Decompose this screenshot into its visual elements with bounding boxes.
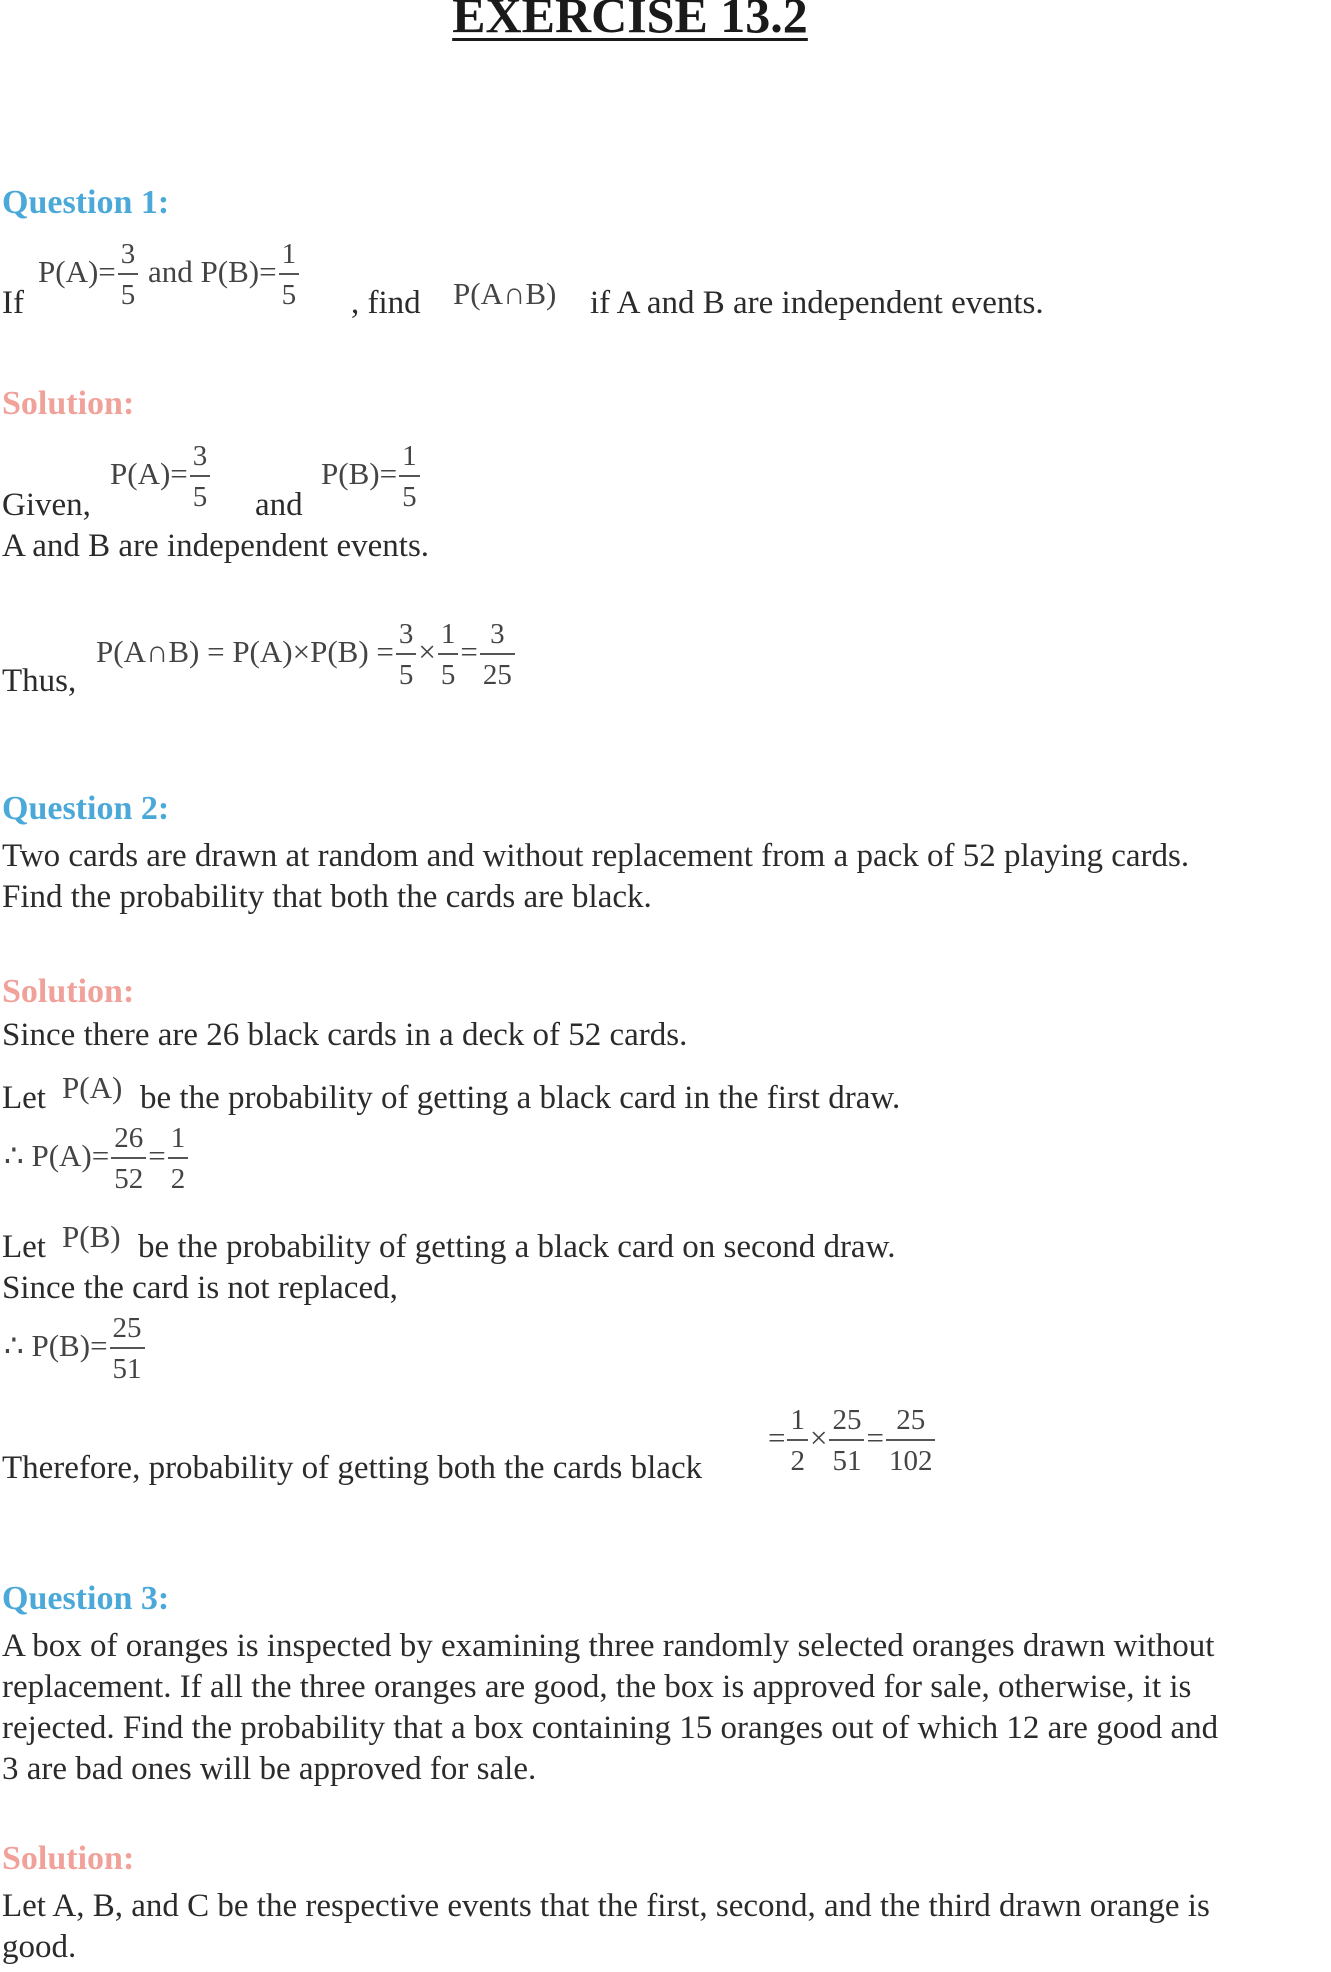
q3-line3: rejected. Find the probability that a box containing 15 oranges out of which 12 are good and [2,1710,1219,1746]
s1-pa-num: 3 [190,442,211,477]
s1-pb-num: 1 [399,442,420,477]
q1-and: and [148,254,193,290]
s1-times: × [418,634,436,670]
s2-let-b: Let [2,1229,46,1265]
q1-eq: = [98,254,116,290]
q1-pb-fraction [279,240,300,310]
s2-pa-den1: 52 [114,1163,144,1195]
s1-eq-b: = [379,456,398,492]
s2-ff2 [829,1406,864,1476]
question-1-heading: Question 1: [2,184,170,221]
s2-line4: Since the card is not replaced, [2,1270,398,1306]
s1-given: Given, [2,487,91,523]
s2-line3-tail: be the probability of getting a black card on second draw. [138,1229,896,1265]
s1-pb-fraction [399,442,420,512]
s2-pa-frac1 [111,1124,146,1194]
s1-f2-den: 5 [440,659,456,691]
s3-line2: good. [2,1929,77,1965]
s2-ff-num1: 1 [787,1406,808,1441]
question-2-heading: Question 2: [2,790,170,827]
s1-pb-den: 5 [402,481,417,513]
s2-line1: Since there are 26 black cards in a deck of 52 cards. [2,1017,688,1053]
q2-line2: Find the probability that both the cards are black. [2,879,652,915]
s1-f1-den: 5 [398,659,414,691]
s1-f3-den: 25 [482,659,512,691]
q1-expression [38,240,301,310]
s1-result-expression [96,620,517,690]
s2-final-times: × [809,1420,828,1456]
s1-f1 [396,620,417,690]
s2-final-eq1: = [768,1420,786,1456]
solution-2-heading: Solution: [2,973,135,1010]
solution-1-heading: Solution: [2,385,135,422]
q1-pa-den: 5 [120,279,136,311]
q1-pa: P(A) [38,254,99,290]
s2-pb-den: 51 [112,1353,142,1385]
s2-ff-den1: 2 [790,1445,805,1477]
q3-line1: A box of oranges is inspected by examining three randomly selected oranges drawn without [2,1628,1215,1664]
s2-eq-a: = [91,1138,110,1174]
s2-ff1 [787,1406,808,1476]
q1-pb-den: 5 [281,279,297,311]
s1-expr: P(A∩B) = P(A)×P(B) = [96,634,394,670]
s1-f2 [438,620,459,690]
s2-pa-den2: 2 [170,1163,186,1195]
q1-pb-num: 1 [279,240,300,275]
s3-line1: Let A, B, and C be the respective events that the first, second, and the third drawn orange is [2,1888,1210,1924]
s2-line2-tail: be the probability of getting a black card in the first draw. [140,1080,901,1116]
s1-pa: P(A) [110,456,171,492]
s2-final-eq2: = [866,1420,884,1456]
s1-eq-final: = [460,634,478,670]
s1-pb-expression [321,442,422,512]
solution-3-heading: Solution: [2,1840,135,1877]
s1-line2: A and B are independent events. [2,528,430,564]
s2-pa: P(A) [62,1070,123,1105]
s2-ff-den2: 51 [832,1445,862,1477]
s2-eq-a2: = [148,1138,166,1174]
s2-pb-2: P(B) [31,1328,91,1364]
q2-line1: Two cards are drawn at random and without replacement from a pack of 52 playing cards. [2,838,1190,874]
s1-pa-den: 5 [192,481,208,513]
s1-pa-fraction [190,442,211,512]
s1-given-expression [110,442,212,512]
s2-final-expression [768,1406,937,1476]
s1-thus: Thus, [2,663,77,699]
q3-line2: replacement. If all the three oranges are good, the box is approved for sale, otherwise, it is [2,1669,1192,1705]
question-3-heading: Question 3: [2,1580,170,1617]
s1-and: and [255,487,303,523]
s2-let-a: Let [2,1080,46,1116]
s2-final-text: Therefore, probability of getting both the cards black [2,1450,703,1486]
s1-f3-num: 3 [480,620,515,655]
q1-pa-num: 3 [118,240,139,275]
q1-pb: P(B) [200,254,260,290]
s2-pa-expression [4,1124,190,1194]
s1-f3 [480,620,515,690]
s2-pa-frac2 [168,1124,189,1194]
s2-ff3 [886,1406,936,1476]
q1-find: , find [351,285,421,321]
q1-if: If [2,285,24,321]
s2-ff-num2: 25 [829,1406,864,1441]
s2-pb-frac [110,1314,145,1384]
s2-pa-2: P(A) [31,1138,92,1174]
q1-tail: if A and B are independent events. [590,285,1044,321]
s2-pb: P(B) [62,1219,121,1254]
s1-f1-num: 3 [396,620,417,655]
q3-line4: 3 are bad ones will be approved for sale. [2,1751,537,1787]
s2-pa-num2: 1 [168,1124,189,1159]
page-title: EXERCISE 13.2 [452,0,808,43]
s2-ff-den3: 102 [888,1445,933,1477]
s1-f2-num: 1 [438,620,459,655]
s2-pb-num: 25 [110,1314,145,1349]
s2-therefore-b: ∴ [4,1328,24,1364]
s1-pb: P(B) [321,456,380,492]
s2-pa-num1: 26 [111,1124,146,1159]
q1-pa-fraction [118,240,139,310]
q1-eq2: = [259,254,277,290]
s2-pb-expression [4,1314,147,1384]
s1-eq: = [170,456,188,492]
q1-pab: P(A∩B) [453,276,557,311]
s2-eq-b: = [90,1328,108,1364]
s2-ff-num3: 25 [886,1406,936,1441]
s2-therefore-a: ∴ [4,1138,24,1174]
